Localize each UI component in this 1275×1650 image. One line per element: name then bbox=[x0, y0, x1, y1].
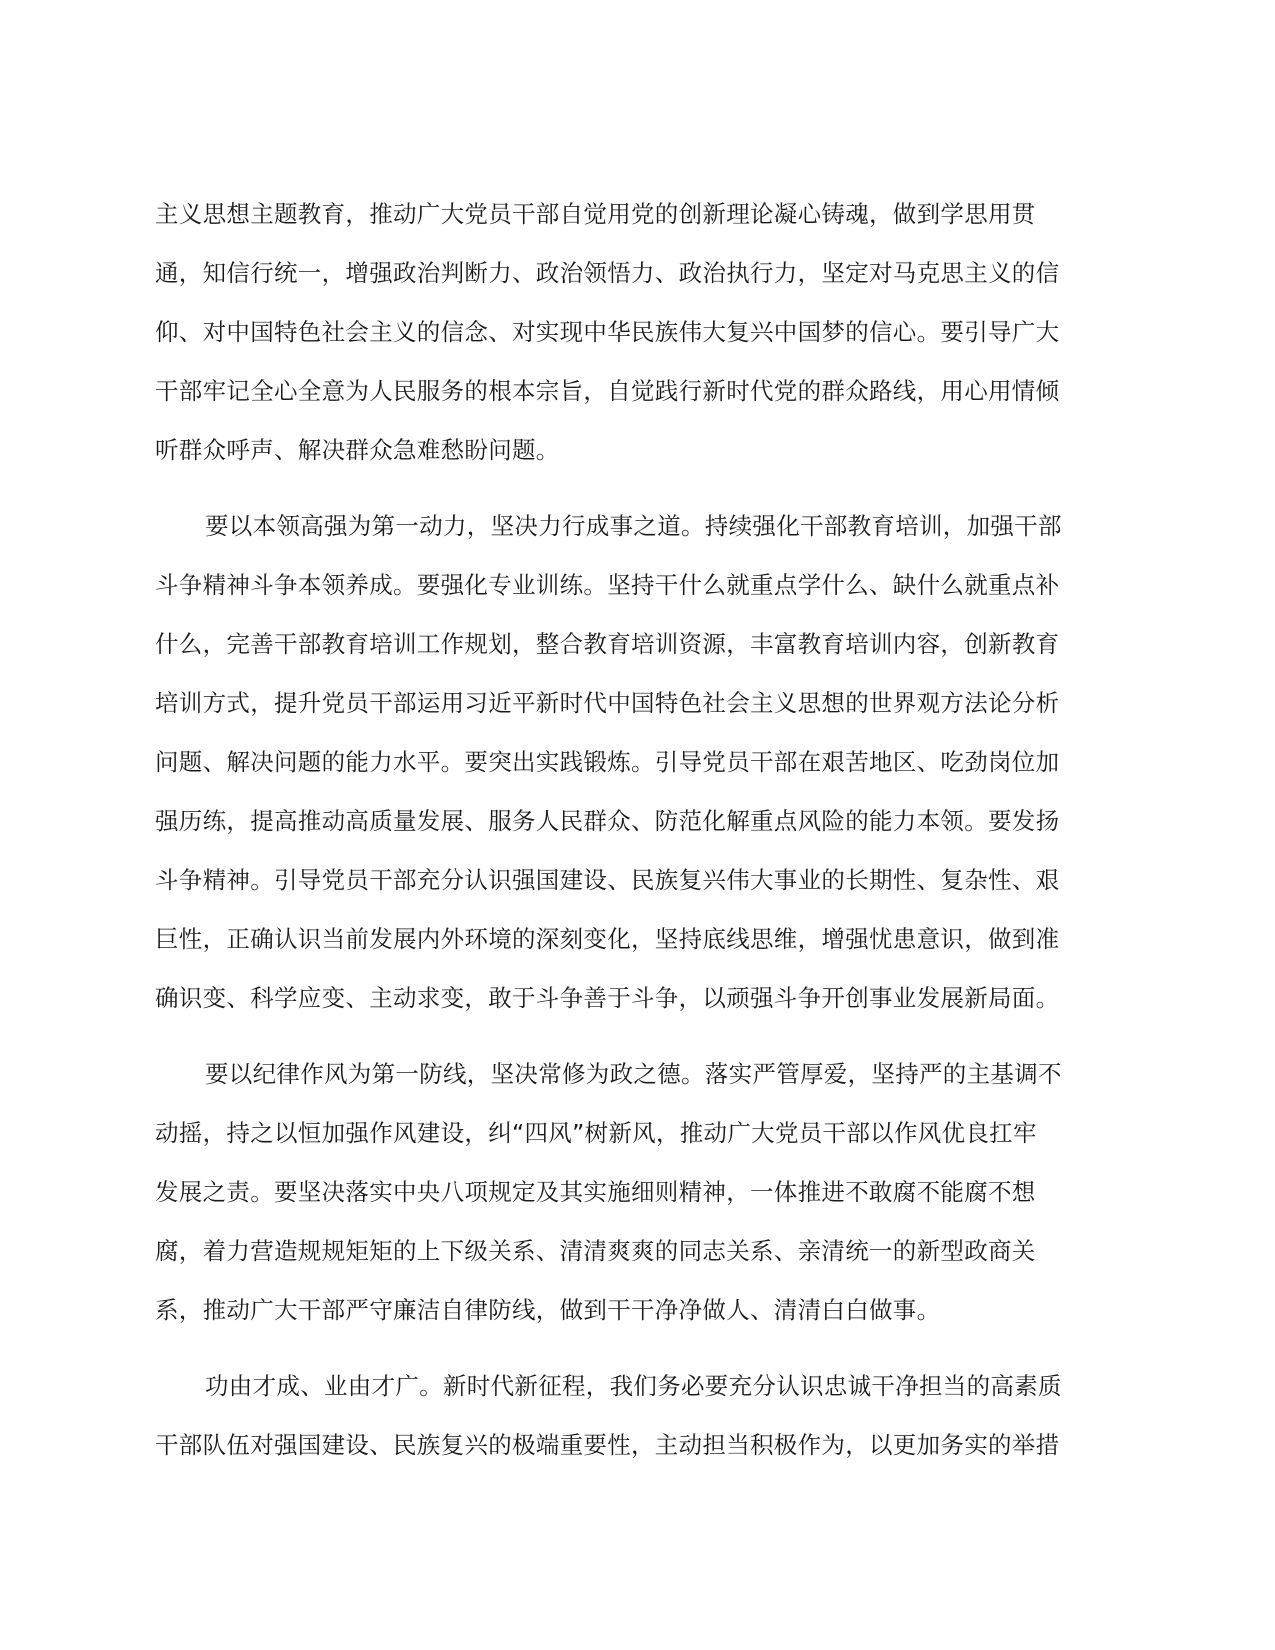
text-line-first: 功由才成、业由才广。新时代新征程，我们务必要充分认识忠诚干净担当的高素质 bbox=[205, 1372, 1062, 1400]
text-line: 问题、解决问题的能力水平。要突出实践锻炼。引导党员干部在艰苦地区、吃劲岗位加 bbox=[155, 748, 1060, 776]
text-line: 发展之责。要坚决落实中央八项规定及其实施细则精神，一体推进不敢腐不能腐不想 bbox=[155, 1178, 1036, 1206]
document-body bbox=[155, 185, 1105, 1475]
text-line: 通，知信行统一，增强政治判断力、政治领悟力、政治执行力，坚定对马克思主义的信 bbox=[155, 259, 1060, 287]
text-line: 腐，着力营造规规矩矩的上下级关系、清清爽爽的同志关系、亲清统一的新型政商关 bbox=[155, 1237, 1036, 1265]
text-line: 听群众呼声、解决群众急难愁盼问题。 bbox=[155, 436, 560, 464]
paragraph-1 bbox=[155, 185, 1105, 480]
text-line: 确识变、科学应变、主动求变，敢于斗争善于斗争，以顽强斗争开创事业发展新局面。 bbox=[155, 984, 1060, 1012]
text-line: 干部牢记全心全意为人民服务的根本宗旨，自觉践行新时代党的群众路线，用心用情倾 bbox=[155, 377, 1060, 405]
text-line: 系，推动广大干部严守廉洁自律防线，做到干干净净做人、清清白白做事。 bbox=[155, 1296, 941, 1324]
text-line: 斗争精神。引导党员干部充分认识强国建设、民族复兴伟大事业的长期性、复杂性、艰 bbox=[155, 866, 1060, 894]
text-line-first: 要以纪律作风为第一防线，坚决常修为政之德。落实严管厚爱，坚持严的主基调不 bbox=[205, 1060, 1062, 1088]
paragraph-2 bbox=[155, 497, 1105, 1028]
paragraph-3 bbox=[155, 1045, 1105, 1340]
text-line: 仰、对中国特色社会主义的信念、对实现中华民族伟大复兴中国梦的信心。要引导广大 bbox=[155, 318, 1060, 346]
text-line: 动摇，持之以恒加强作风建设，纠“四风”树新风，推动广大党员干部以作风优良扛牢 bbox=[155, 1119, 1037, 1147]
text-line-first: 要以本领高强为第一动力，坚决力行成事之道。持续强化干部教育培训，加强干部 bbox=[205, 512, 1062, 540]
text-line: 强历练，提高推动高质量发展、服务人民群众、防范化解重点风险的能力本领。要发扬 bbox=[155, 807, 1060, 835]
text-line: 培训方式，提升党员干部运用习近平新时代中国特色社会主义思想的世界观方法论分析 bbox=[155, 689, 1060, 717]
text-line: 巨性，正确认识当前发展内外环境的深刻变化，坚持底线思维，增强忧患意识，做到准 bbox=[155, 925, 1060, 953]
text-line: 什么，完善干部教育培训工作规划，整合教育培训资源，丰富教育培训内容，创新教育 bbox=[155, 630, 1060, 658]
text-line: 斗争精神斗争本领养成。要强化专业训练。坚持干什么就重点学什么、缺什么就重点补 bbox=[155, 571, 1060, 599]
paragraph-4 bbox=[155, 1357, 1105, 1475]
text-line: 干部队伍对强国建设、民族复兴的极端重要性，主动担当积极作为，以更加务实的举措 bbox=[155, 1431, 1060, 1459]
text-line: 主义思想主题教育，推动广大党员干部自觉用党的创新理论凝心铸魂，做到学思用贯 bbox=[155, 200, 1036, 228]
